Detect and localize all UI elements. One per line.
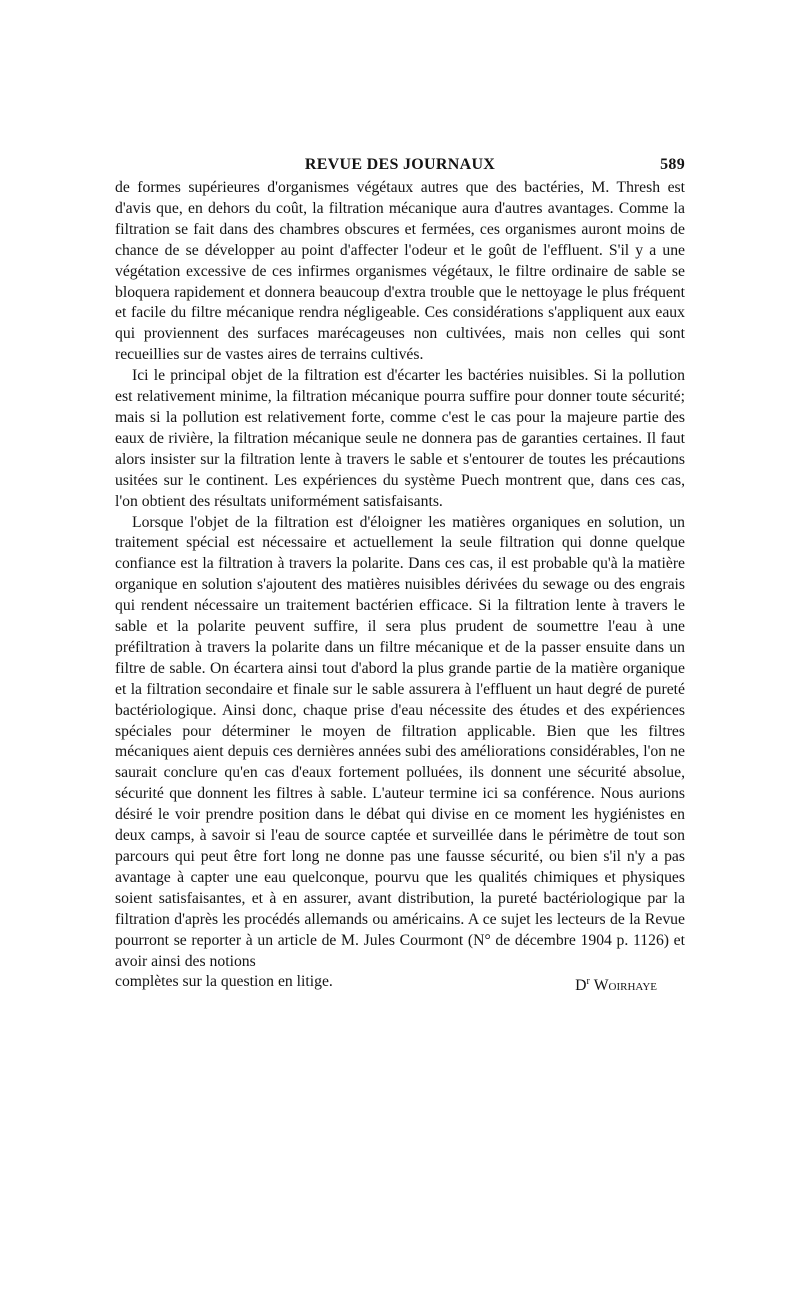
page-number: 589: [660, 156, 685, 173]
closing-text: complètes sur la question en litige.: [115, 973, 333, 991]
paragraph-3: Lorsque l'objet de la filtration est d'éloigner les matières organiques en solution, un traitement spécial est nécessaire et actuellement la seule filtration qui donne quelque confiance est la filtration à travers la polarite. Dans ces cas, il est probable qu'à la matière organique en solution s'ajoutent des matières nuisibles dérivées du sewage ou des engrais qui rendent nécessaire un traitement bactérien efficace. Si la filtration lente à travers le sable et la polarite peuvent suffire, il sera plus prudent de soumettre l'eau à une préfiltration à travers la polarite dans un filtre mécanique et de la passer ensuite dans un filtre de sable. On écartera ainsi tout d'abord la plus grande partie de la matière organique et la filtration secondaire et finale sur le sable assurera à l'effluent un haut degré de pureté bactériologique. Ainsi donc, chaque prise d'eau nécessite des études et des expériences spéciales pour déterminer le moyen de filtration applicable. Bien que les filtres mécaniques aient depuis ces dernières années subi des améliorations considérables, l'on ne saurait conclure qu'en cas d'eaux fortement polluées, ils donnent une sécurité absolue, sécurité que donnent les filtres à sable. L'auteur termine ici sa conférence. Nous aurions désiré le voir prendre position dans le débat qui divise en ce moment les hygiénistes en deux camps, à savoir si l'eau de source captée et surveillée dans le périmètre de tout son parcours qui peut être fort long ne donne pas une fausse sécurité, ou bien s'il n'y a pas avantage à capter une eau quelconque, pourvu que les qualités chimiques et physiques soient satisfaisantes, et à en assurer, avant distribution, la pureté bactériologique par la filtration d'après les procédés allemands ou américains. A ce sujet les lecteurs de la Revue pourront se reporter à un article de M. Jules Courmont (N° de décembre 1904 p. 1126) et avoir ainsi des notions: [115, 513, 685, 970]
author-signature: [575, 972, 657, 997]
paragraph-1: de formes supérieures d'organismes végétaux autres que des bactéries, M. Thresh est d'avis que, en dehors du coût, la filtration mécanique aura d'autres avantages. Comme la filtration se fait dans des chambres obscures et fermées, ces organismes auront moins de chance de se développer au point d'affecter l'odeur et le goût de l'effluent. S'il y a une végétation excessive de ces infirmes organismes végétaux, le filtre ordinaire de sable se bloquera rapidement et donnera beaucoup d'extra trouble que le nettoyage le plus fréquent et facile du filtre mécanique rendra négligeable. Ces considérations s'appliquent aux eaux qui proviennent des surfaces marécageuses non cultivées, mais non celles qui sont recueillies sur de vastes aires de terrains cultivés.: [115, 179, 685, 364]
closing-line: [115, 972, 685, 997]
journal-page: [115, 150, 685, 998]
running-header: [115, 150, 685, 178]
running-title: REVUE DES JOURNAUX: [304, 156, 496, 173]
paragraph-2: Ici le principal objet de la filtration est d'écarter les bactéries nuisibles. Si la pollution est relativement minime, la filtration mécanique pourra suffire pour donner toute sécurité; mais si la pollution est relativement forte, comme c'est le cas pour la majeure partie des eaux de rivière, la filtration mécanique seule ne donnera pas de garanties certaines. Il faut alors insister sur la filtration lente à travers le sable et s'entourer de toutes les précautions usitées sur le continent. Les expériences du système Puech montrent que, dans ces cas, l'on obtient des résultats uniformément satisfaisants.: [115, 367, 685, 510]
author-prefix-sup: r: [586, 976, 590, 988]
author-prefix: D: [575, 977, 587, 995]
author-name: Woirhaye: [593, 977, 657, 995]
article-body: [115, 178, 685, 998]
